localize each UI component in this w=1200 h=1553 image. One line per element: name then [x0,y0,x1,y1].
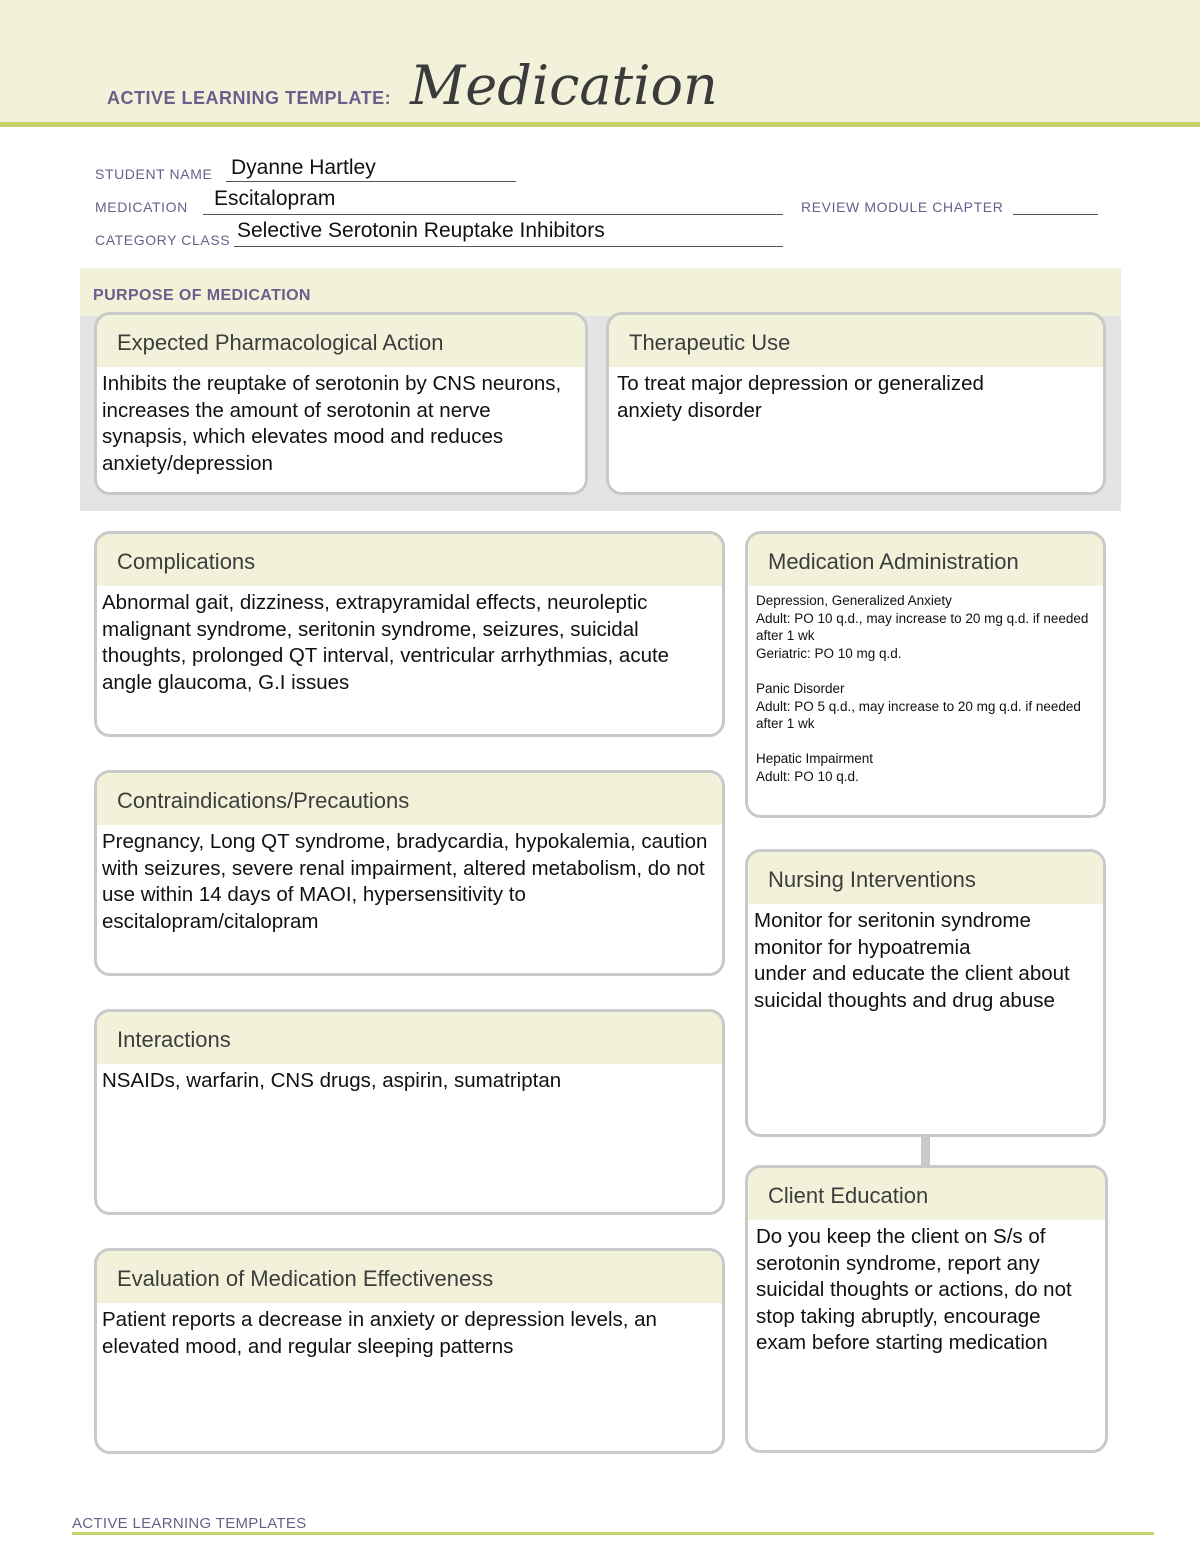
student-name-line [226,181,516,182]
administration-line: Adult: PO 5 q.d., may increase to 20 mg q.d. if needed after 1 wk [756,698,1081,732]
nursing-line: monitor for hypoatremia [754,935,971,959]
review-module-line [1013,214,1098,215]
interactions-text[interactable]: NSAIDs, warfarin, CNS drugs, aspirin, sumatriptan [102,1069,562,1092]
expected-action-box [94,312,588,495]
medication-field[interactable]: Escitalopram [214,187,336,210]
medication-label: MEDICATION [95,199,188,215]
interactions-box [94,1009,725,1215]
medication-line [203,214,783,215]
nursing-box [745,849,1106,1137]
nursing-line: under and educate the client about suicidal thoughts and drug abuse [754,962,1070,1012]
complications-heading: Complications [97,534,722,586]
nursing-line: Monitor for seritonin syndrome [754,909,1031,932]
administration-line: Depression, Generalized Anxiety [756,593,952,608]
nursing-heading: Nursing Interventions [748,852,1103,904]
student-name-field[interactable]: Dyanne Hartley [231,156,376,179]
evaluation-box [94,1248,725,1454]
administration-line: Panic Disorder [756,680,845,696]
category-class-line [234,246,783,247]
therapeutic-use-box [606,312,1106,495]
header-rule [0,122,1200,127]
expected-action-heading: Expected Pharmacological Action [97,315,585,367]
administration-text[interactable] [748,586,1103,786]
footer-rule [72,1532,1154,1535]
administration-box [745,531,1106,818]
administration-line: Geriatric: PO 10 mg q.d. [756,645,902,661]
therapeutic-use-text[interactable]: To treat major depression or generalized anxiety disorder [617,372,984,422]
administration-line: Adult: PO 10 q.d. [756,768,859,784]
category-class-label: CATEGORY CLASS [95,232,231,248]
administration-line: Adult: PO 10 q.d., may increase to 20 mg q.d. if needed after 1 wk [756,610,1089,644]
evaluation-text[interactable]: Patient reports a decrease in anxiety or depression levels, an elevated mood, and regular sleeping patterns [102,1308,657,1358]
contraindications-text[interactable]: Pregnancy, Long QT syndrome, bradycardia, hypokalemia, caution with seizures, severe renal impairment, altered metabolism, do not use within 14 days of MAOI, hypersensitivity to escitalopram/citalopram [102,830,708,933]
complications-box [94,531,725,737]
therapeutic-use-heading: Therapeutic Use [609,315,1103,367]
client-education-text[interactable]: Do you keep the client on S/s of serotonin syndrome, report any suicidal thoughts or actions, do not stop taking abruptly, encourage exam before starting medication [756,1225,1072,1354]
student-name-label: STUDENT NAME [95,166,213,182]
contraindications-box [94,770,725,976]
template-label: ACTIVE LEARNING TEMPLATE: [107,88,392,108]
page-title: Medication [410,54,718,117]
client-education-box [745,1165,1108,1453]
interactions-heading: Interactions [97,1012,722,1064]
administration-line: Hepatic Impairment [756,751,874,767]
connector [921,1134,930,1166]
category-class-field[interactable]: Selective Serotonin Reuptake Inhibitors [237,219,605,242]
nursing-text[interactable] [748,904,1103,1014]
evaluation-heading: Evaluation of Medication Effectiveness [97,1251,722,1303]
purpose-label: PURPOSE OF MEDICATION [93,287,311,304]
expected-action-text[interactable]: Inhibits the reuptake of serotonin by CNS neurons, increases the amount of serotonin at nerve synapsis, which elevates mood and reduces anxiety/depression [102,372,562,475]
client-education-heading: Client Education [748,1168,1105,1220]
complications-text[interactable]: Abnormal gait, dizziness, extrapyramidal effects, neuroleptic malignant syndrome, seritonin syndrome, seizures, suicidal thoughts, prolonged QT interval, ventricular arrhythmias, acute angle glaucoma, G.I issues [102,591,670,694]
contraindications-heading: Contraindications/Precautions [97,773,722,825]
administration-heading: Medication Administration [748,534,1103,586]
review-module-label: REVIEW MODULE CHAPTER [801,199,1004,215]
footer-text: ACTIVE LEARNING TEMPLATES [72,1515,307,1532]
